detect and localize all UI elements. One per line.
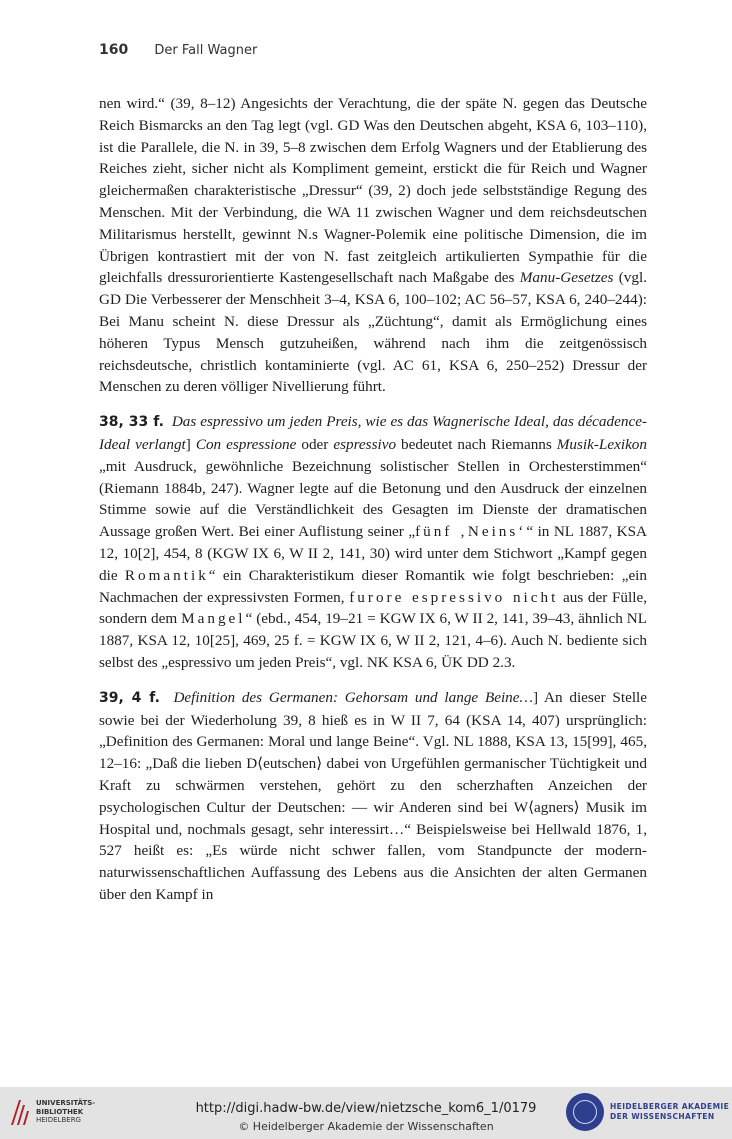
text-run: “ in NL 1887, KSA 12, 10[2], 454, 8 (KGW IX 6, W II 2, 141, 30) wird unter dem Stichwort „Kampf gegen die xyxy=(99,523,647,584)
text-run: ] An dieser Stelle sowie bei der Wiederholung 39, 8 hieß es in W II 7, 64 (KSA 14, 407) ursprünglich: „Definition des Germanen: Moral und lange Beine“. Vgl. NL 1888, KSA 13, 15[99], 465, 12–16: „Daß die lieben D⟨eutschen⟩ dabei von Urgefühlen germanischer Tüchtigkeit und Kraft zu schwärmen verstehen, gehört zu den scherzhaften Anzeichen der psychologischen Cultur der Deutschen: — wir Anderen sind bei W⟨agners⟩ Musik im Hospital und, nochmals gesagt, sehr interessirt…“ Beispielsweise bei Hellwald 1876, 1, 527 heißt es: „Es würde nicht schwer fallen, vom Standpuncte der modern-naturwissenschaftlichen Auffassung des Lebens aus die Ansichten der alten Germanen über den Kampf in xyxy=(99,688,647,903)
text-run: „mit Ausdruck, gewöhnliche Bezeichnung solistischer Stellen in Orchesterstimmen“ (Riemann 1884b, 247). Wagner legte auf die Betonung und den Ausdruck der einzelnen Stimme sowie auf die Verständlichkeit des Gesagten im Dienste der dramatischen Aussage großen Wert. Bei einer Auflistung seiner „ xyxy=(99,457,647,541)
permalink-url[interactable]: http://digi.hadw-bw.de/view/nietzsche_kom6_1/0179 xyxy=(195,1101,537,1116)
running-title: Der Fall Wagner xyxy=(154,43,258,58)
academy-logo-text xyxy=(610,1102,729,1122)
lemma-reference: 39, 4 f. xyxy=(99,689,160,706)
text-run: oder xyxy=(296,435,334,453)
text-run: nen wird.“ (39, 8–12) Angesichts der Verachtung, die der späte N. gegen das Deutsche Reich Bismarcks an den Tag legt (vgl. GD Was den Deutschen abgeht, KSA 6, 103–110), ist die Parallele, die N. in 39, 5–8 zwischen dem Erfolg Wagners und der Etablierung des Reiches zieht, sicher nicht als Kompliment gemeint, erstickt die für Reich und Wagner gleichermaßen charakteristische „Dressur“ (39, 2) doch jede selbstständige Regung des Menschen. Mit der Verbindung, die WA 11 zwischen Wagner und dem reichsdeutschen Militarismus herstellt, gewinnt N.s Wagner-Polemik eine politische Dimension, die im Übrigen kontrastiert mit der von N. fast zeitgleich artikulierten Sympathie für die gleichfalls dressurorientierte Kastengesellschaft nach Maßgabe des xyxy=(99,95,647,287)
text-run: “ (ebd., 454, 19–21 = KGW IX 6, W II 2, 141, 39–43, ähnlich NL 1887, KSA 12, 10[25], 469, 25 f. = KGW IX 6, W II 2, 121, 4–6). Auch N. bediente sich selbst des „espressivo um jeden Preis“, vgl. NK KSA 6, ÜK DD 2.3. xyxy=(99,610,647,671)
text-run: aus der Fülle, sondern dem xyxy=(99,588,648,628)
academy-logo[interactable] xyxy=(566,1093,729,1131)
italic-run: Musik-Lexikon xyxy=(556,435,647,453)
spaced-run: Mangel xyxy=(181,610,246,628)
text-run: “ ein Charakteristikum dieser Romantik wie folgt beschrieben: „ein Nachmachen der expressivsten Formen, xyxy=(99,566,647,606)
running-header xyxy=(99,42,257,58)
text-run: (vgl. GD Die Verbesserer der Menschheit 3–4, KSA 6, 100–102; AC 56–57, KSA 6, 240–244): Bei Manu scheint N. diese Dressur als „Züchtung“, damit als Ermöglichung eines höheren Typus Mensch gutzuheißen, während nach ihm die zeitgenössisch reichsdeutsche, christlich kontaminierte (vgl. AC 61, KSA 6, 250–252) Dressur der Menschen zu deren völliger Nivellierung führt. xyxy=(99,269,647,396)
library-logo-line: UNIVERSITÄTS- xyxy=(36,1099,96,1108)
italic-run: Manu-Gesetzes xyxy=(519,269,614,287)
text-run: ] xyxy=(185,435,196,453)
library-logo-line: HEIDELBERG xyxy=(36,1116,81,1125)
lemma-text: Definition des Germanen: Gehorsam und lange Beine… xyxy=(173,688,534,706)
footer-bar xyxy=(0,1087,732,1139)
text-run: bedeutet nach Riemanns xyxy=(396,435,557,453)
academy-logo-line: DER WISSENSCHAFTEN xyxy=(610,1112,715,1121)
academy-logo-line: HEIDELBERGER AKADEMIE xyxy=(610,1102,730,1111)
paragraph-1 xyxy=(99,93,647,398)
academy-seal-icon xyxy=(566,1093,604,1131)
paragraph-2 xyxy=(99,411,647,674)
spaced-run: Romantik xyxy=(124,566,209,584)
spaced-run: furore espressivo nicht xyxy=(349,588,559,606)
italic-run: Con espressione xyxy=(195,435,297,453)
copyright-notice: © Heidelberger Akademie der Wissenschaften xyxy=(238,1120,494,1133)
spaced-run: fünf ‚Neins‘ xyxy=(415,523,527,541)
body-text xyxy=(99,93,647,919)
lemma-text: Das espressivo um jeden Preis, wie es das Wagnerische Ideal, das décadence-Ideal verlangt xyxy=(99,413,647,453)
lemma-reference: 38, 33 f. xyxy=(99,414,164,431)
italic-run: espressivo xyxy=(333,435,397,453)
library-logo-line: BIBLIOTHEK xyxy=(36,1107,84,1116)
paragraph-3 xyxy=(99,687,647,906)
page-number: 160 xyxy=(99,42,129,58)
